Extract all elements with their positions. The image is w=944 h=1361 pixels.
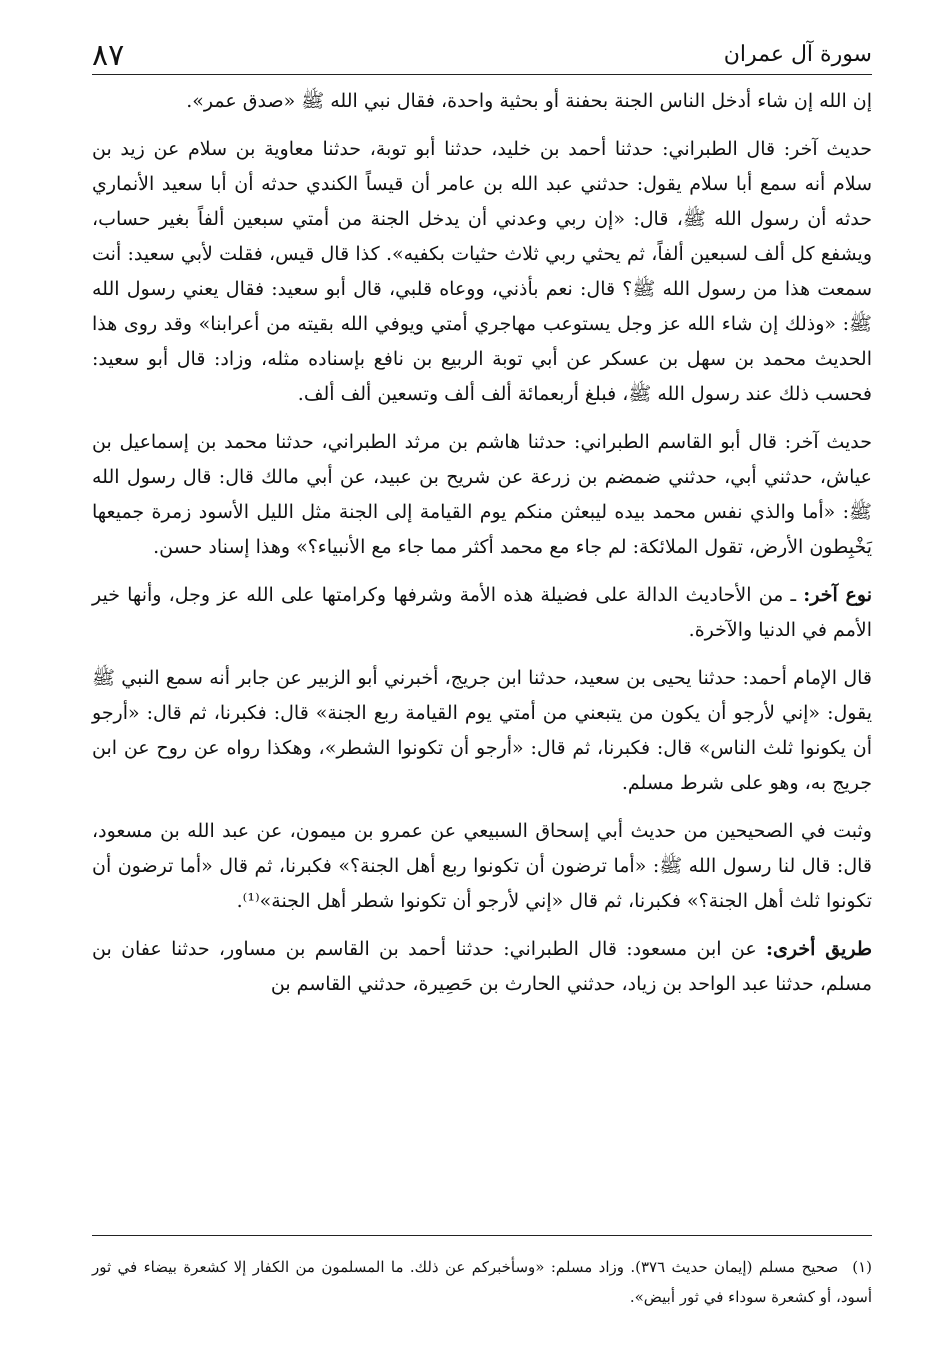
paragraph-text: ـ من الأحاديث الدالة على فضيلة هذه الأمة وشرفها وكرامتها على الله عز وجل، وأنها خير الأمم في الدنيا والآخرة. xyxy=(92,584,872,641)
paragraph xyxy=(92,814,872,919)
paragraph-text: قال الإمام أحمد: حدثنا يحيى بن سعيد، حدثنا ابن جريج، أخبرني أبو الزبير عن جابر أنه سمع النبي ﷺ يقول: «إني لأرجو أن يكون من يتبعني من أمتي يوم القيامة ربع الجنة» قال: فكبرنا، ثم قال: «أرجو أن يكونوا ثلث الناس» قال: فكبرنا، ثم قال: «أرجو أن تكونوا الشطر»، وهكذا رواه عن روح عن ابن جريج به، وهو على شرط مسلم. xyxy=(92,667,872,794)
main-text xyxy=(92,84,872,1015)
paragraph-lead: طريق أخرى: xyxy=(765,938,873,960)
page-number: ٨٧ xyxy=(92,38,125,73)
paragraph-text: حديث آخر: قال أبو القاسم الطبراني: حدثنا هاشم بن مرثد الطبراني، حدثنا محمد بن إسماعيل بن عياش، حدثني أبي، حدثني ضمضم بن زرعة عن شريح بن عبيد، عن أبي مالك قال: قال رسول الله ﷺ: «أما والذي نفس محمد بيده ليبعثن منكم يوم القيامة إلى الجنة مثل الليل الأسود زمرة جميعها يَخْبِطون الأرض، تقول الملائكة: لم جاء مع محمد أكثر مما جاء مع الأنبياء؟» وهذا إسناد حسن. xyxy=(92,431,873,558)
footnote-marker: (١) xyxy=(852,1258,872,1276)
footnote-separator xyxy=(92,1235,872,1236)
paragraph xyxy=(92,661,872,801)
paragraph-text: وثبت في الصحيحين من حديث أبي إسحاق السبيعي عن عمرو بن ميمون، عن عبد الله بن مسعود، قال: قال لنا رسول الله ﷺ: «أما ترضون أن تكونوا ربع أهل الجنة؟» فكبرنا، ثم قال «أما ترضون أن تكونوا ثلث أهل الجنة؟» فكبرنا، ثم قال «إني لأرجو أن تكونوا شطر أهل الجنة»⁽¹⁾. xyxy=(92,820,872,912)
paragraph-lead: نوع آخر: xyxy=(803,584,872,606)
paragraph xyxy=(92,932,872,1002)
paragraph-text: إن الله إن شاء أدخل الناس الجنة بحفنة أو بحثية واحدة، فقال نبي الله ﷺ «صدق عمر». xyxy=(186,90,872,112)
running-title: سورة آل عمران xyxy=(723,42,872,67)
paragraph xyxy=(92,132,872,412)
paragraph xyxy=(92,425,872,565)
footnote xyxy=(92,1252,872,1312)
paragraph-text: حديث آخر: قال الطبراني: حدثنا أحمد بن خليد، حدثنا أبو توبة، حدثنا معاوية بن سلام عن زيد بن سلام أنه سمع أبا سلام يقول: حدثني عبد الله بن عامر أن قيساً الكندي حدثه أن أبا سعيد الأنماري حدثه أن رسول الله ﷺ، قال: «إن ربي وعدني أن يدخل الجنة من أمتي سبعين ألفاً بغير حساب، ويشفع كل ألف لسبعين ألفاً، ثم يحثي ربي ثلاث حثيات بكفيه». كذا قال قيس، فقلت لأبي سعيد: أنت سمعت هذا من رسول الله ﷺ؟ قال: نعم بأذني، ووعاه قلبي، قال أبو سعيد: فقال يعني رسول الله ﷺ: «وذلك إن شاء الله عز وجل يستوعب مهاجري أمتي ويوفي الله بقيته من أعرابنا» وقد روى هذا الحديث محمد بن سهل بن عسكر عن أبي توبة الربيع بن نافع بإسناده مثله، وزاد: قال أبو سعيد: فحسب ذلك عند رسول الله ﷺ، فبلغ أربعمائة ألف ألف وتسعين ألف ألف. xyxy=(92,138,872,405)
paragraph xyxy=(92,84,872,119)
footnote-text: صحيح مسلم (إيمان حديث ٣٧٦). وزاد مسلم: «وسأخبركم عن ذلك. ما المسلمون من الكفار إلا كشعرة بيضاء في ثور أسود، أو كشعرة سوداء في ثور أبيض». xyxy=(92,1258,872,1306)
paragraph-text: عن ابن مسعود: قال الطبراني: حدثنا أحمد بن القاسم بن مساور، حدثنا عفان بن مسلم، حدثنا عبد الواحد بن زياد، حدثني الحارث بن حَصِيرة، حدثني القاسم بن xyxy=(92,938,872,995)
page-header xyxy=(92,36,872,75)
paragraph xyxy=(92,578,872,648)
